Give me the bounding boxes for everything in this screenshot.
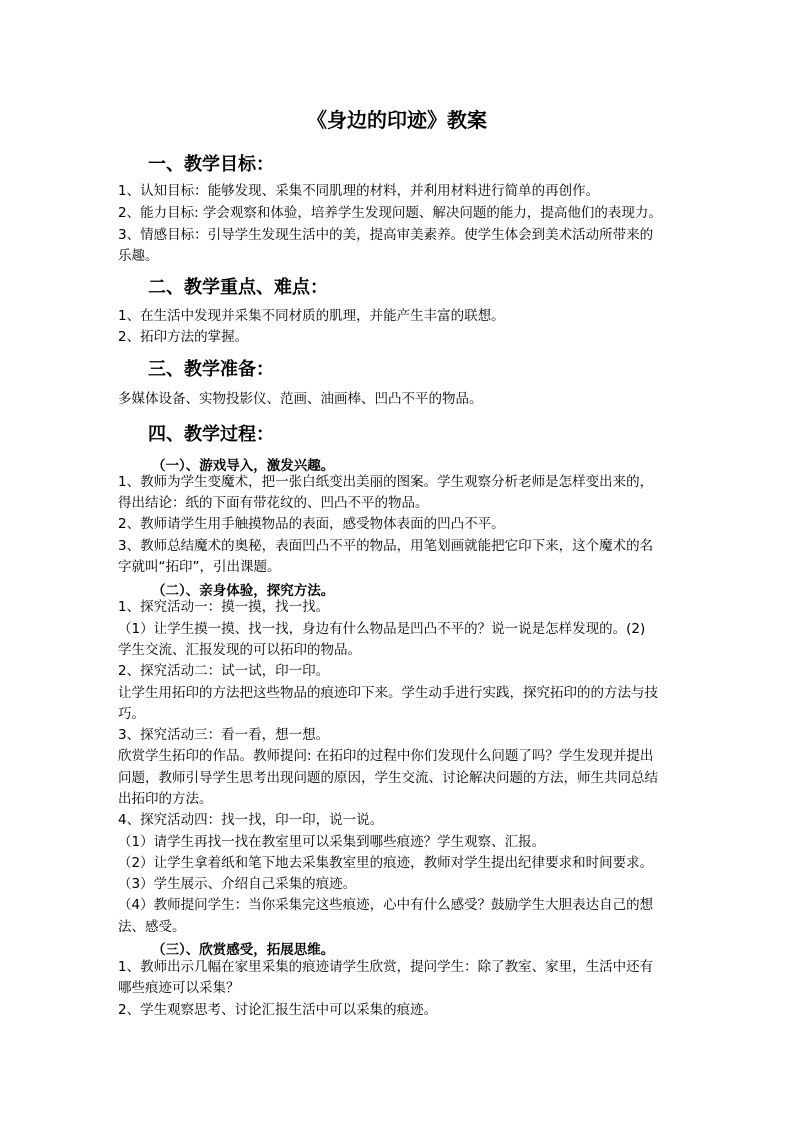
text-line: 2、学生观察思考、讨论汇报生活中可以采集的痕迹。 bbox=[118, 1002, 438, 1018]
subsection-heading-intro: （一）、游戏导入，激发兴趣。 bbox=[152, 458, 335, 474]
subsection-heading-appreciation: （三）、欣赏感受，拓展思维。 bbox=[152, 942, 335, 958]
text-line: 3、情感目标：引导学生发现生活中的美，提高审美素养。使学生体会到美术活动所带来的 bbox=[118, 227, 654, 243]
text-line: 出拓印的方法。 bbox=[118, 791, 213, 807]
text-line: 1、在生活中发现并采集不同材质的肌理，并能产生丰富的联想。 bbox=[118, 308, 505, 324]
text-line: 让学生用拓印的方法把这些物品的痕迹印下来。学生动手进行实践，探究拓印的的方法与技 bbox=[118, 685, 658, 701]
text-line: 法、感受。 bbox=[118, 919, 186, 935]
text-line: 欣赏学生拓印的作品。教师提问: 在拓印的过程中你们发现什么问题了吗？学生发现并提出 bbox=[118, 748, 654, 764]
section-heading-preparation: 三、教学准备： bbox=[148, 359, 274, 380]
section-heading-objectives: 一、教学目标： bbox=[148, 154, 274, 175]
text-line: 巧。 bbox=[118, 706, 145, 722]
text-line: 2、教师请学生用手触摸物品的表面，感受物体表面的凹凸不平。 bbox=[118, 516, 505, 532]
text-line: 1、探究活动一：摸一摸，找一找。 bbox=[118, 599, 330, 615]
text-line: 2、拓印方法的掌握。 bbox=[118, 329, 249, 345]
document-title: 《身边的印迹》教案 bbox=[307, 108, 487, 132]
text-line: 得出结论：纸的下面有带花纹的、凹凸不平的物品。 bbox=[118, 495, 429, 511]
text-line: （1）请学生再找一找在教室里可以采集到哪些痕迹？学生观察、汇报。 bbox=[118, 834, 546, 850]
text-line: （4）教师提问学生：当你采集完这些痕迹，心中有什么感受？鼓励学生大胆表达自己的想 bbox=[118, 897, 654, 913]
section-heading-process: 四、教学过程： bbox=[148, 424, 274, 445]
section-heading-key-points: 二、教学重点、难点： bbox=[148, 277, 328, 298]
text-line: 1、认知目标：能够发现、采集不同肌理的材料，并利用材料进行简单的再创作。 bbox=[118, 183, 600, 199]
text-line: （3）学生展示、介绍自己采集的痕迹。 bbox=[118, 876, 357, 892]
text-line: 乐趣。 bbox=[118, 248, 159, 264]
text-line: 哪些痕迹可以采集？ bbox=[118, 980, 240, 996]
text-line: 学生交流、汇报发现的可以拓印的物品。 bbox=[118, 642, 361, 658]
subsection-heading-experience: （二）、亲身体验，探究方法。 bbox=[152, 583, 335, 599]
text-line: 1、教师为学生变魔术，把一张白纸变出美丽的图案。学生观察分析老师是怎样变出来的， bbox=[118, 474, 654, 490]
text-line: 2、能力目标: 学会观察和体验，培养学生发现问题、解决问题的能力，提高他们的表现力。 bbox=[118, 205, 662, 221]
text-line: 4、探究活动四：找一找，印一印，说一说。 bbox=[118, 812, 384, 828]
text-line: 问题，教师引导学生思考出现问题的原因，学生交流、讨论解决问题的方法，师生共同总结 bbox=[118, 770, 658, 786]
text-line: 2、探究活动二：试一试，印一印。 bbox=[118, 663, 330, 679]
text-line: 3、探究活动三：看一看，想一想。 bbox=[118, 727, 330, 743]
text-line: 1、教师出示几幅在家里采集的痕迹请学生欣赏，提问学生：除了教室、家里，生活中还有 bbox=[118, 959, 654, 975]
text-line: 3、教师总结魔术的奥秘，表面凹凸不平的物品，用笔划画就能把它印下来，这个魔术的名 bbox=[118, 538, 654, 554]
text-line: （2）让学生拿着纸和笔下地去采集教室里的痕迹，教师对学生提出纪律要求和时间要求。 bbox=[118, 855, 654, 871]
text-line: 字就叫“拓印”，引出课题。 bbox=[118, 559, 281, 575]
text-line: （1）让学生摸一摸、找一找，身边有什么物品是凹凸不平的？说一说是怎样发现的。(2) bbox=[118, 621, 646, 637]
text-line: 多媒体设备、实物投影仪、范画、油画棒、凹凸不平的物品。 bbox=[118, 391, 483, 407]
